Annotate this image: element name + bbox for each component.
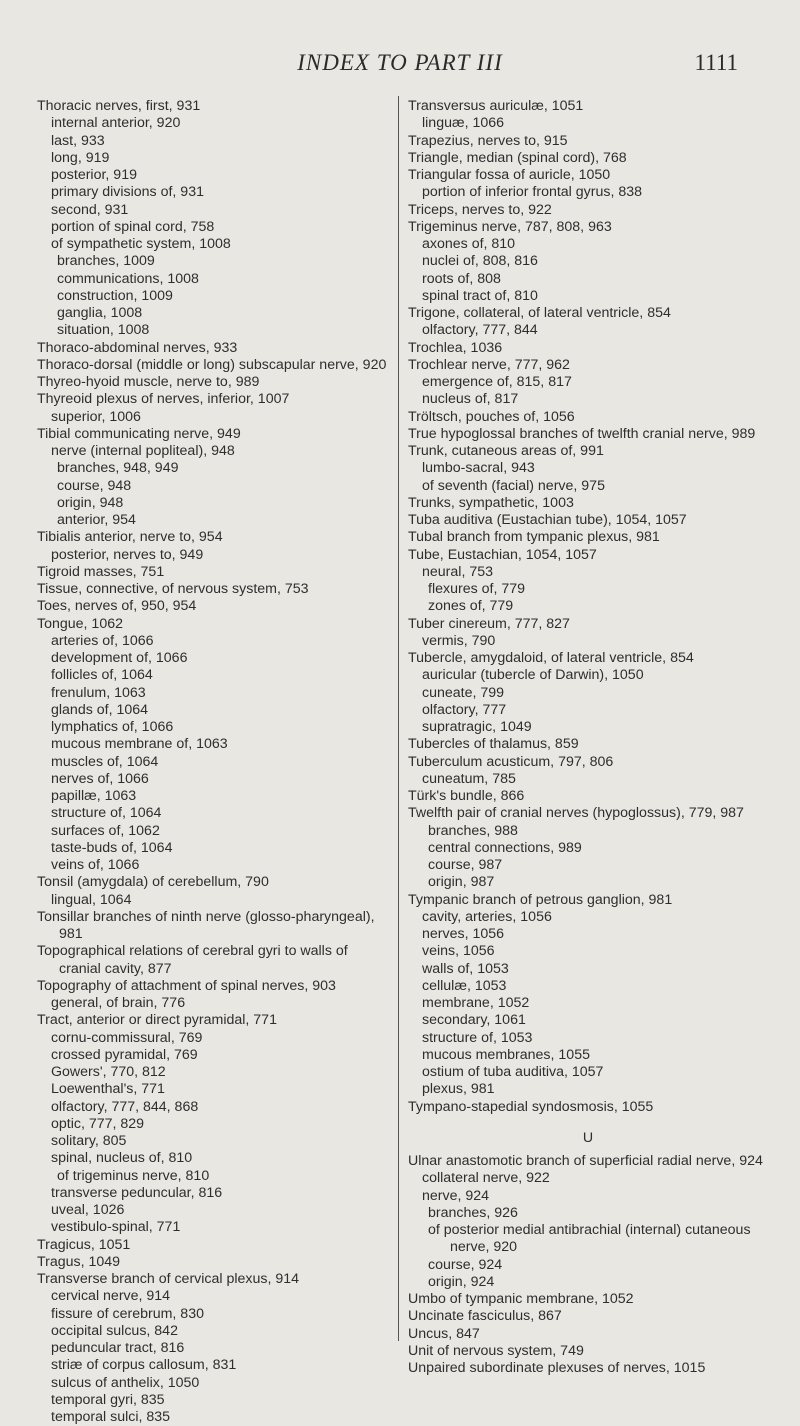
index-entry: Tragicus, 1051 [37, 1236, 131, 1253]
index-subentry: secondary, 1061 [422, 1012, 526, 1029]
index-entry: Uncus, 847 [408, 1325, 480, 1342]
index-subentry: nerve (internal popliteal), 948 [51, 443, 235, 459]
index-subentry: branches, 988 [428, 822, 518, 839]
index-entry: Trapezius, nerves to, 915 [408, 132, 568, 149]
index-subentry: of seventh (facial) nerve, 975 [422, 477, 605, 494]
index-entry: Umbo of tympanic membrane, 1052 [408, 1291, 634, 1307]
index-subentry: peduncular tract, 816 [51, 1340, 185, 1356]
index-subentry: of sympathetic system, 1008 [51, 236, 231, 252]
index-subentry: olfactory, 777, 844, 868 [51, 1098, 199, 1115]
index-subentry: branches, 926 [428, 1204, 518, 1221]
index-entry: Tube, Eustachian, 1054, 1057 [408, 546, 597, 563]
index-subentry: veins of, 1066 [51, 857, 140, 873]
index-subentry: origin, 987 [428, 874, 495, 891]
index-subentry: veins, 1056 [422, 943, 495, 960]
index-subentry: structure of, 1053 [422, 1029, 533, 1046]
index-subentry: superior, 1006 [51, 408, 141, 425]
index-entry: Ulnar anastomotic branch of superficial radial nerve, 924 [408, 1153, 763, 1169]
index-subentry: last, 933 [51, 132, 105, 149]
index-subentry: portion of inferior frontal gyrus, 838 [422, 184, 643, 201]
index-subentry: temporal gyri, 835 [51, 1391, 165, 1408]
index-subentry: origin, 924 [428, 1273, 495, 1290]
index-entry: Tigroid masses, 751 [37, 563, 165, 580]
index-subentry: lingual, 1064 [51, 891, 132, 908]
index-subentry: collateral nerve, 922 [422, 1170, 550, 1187]
index-entry: Tonsillar branches of ninth nerve (glosso-pharyngeal), 981 [37, 908, 375, 942]
index-subentry: transverse peduncular, 816 [51, 1184, 223, 1201]
index-subentry: spinal tract of, 810 [422, 287, 538, 304]
index-entry: True hypoglossal branches of twelfth cranial nerve, 989 [408, 425, 756, 442]
index-subentry: papillæ, 1063 [51, 788, 137, 804]
index-subentry: crossed pyramidal, 769 [51, 1046, 198, 1063]
index-entry: Unit of nervous system, 749 [408, 1342, 584, 1359]
page-header [0, 50, 800, 80]
index-entry: Thoraco-dorsal (middle or long) subscapular nerve, 920 [37, 356, 387, 373]
index-entry: Triangle, median (spinal cord), 768 [408, 149, 627, 166]
index-subentry: frenulum, 1063 [51, 684, 146, 701]
index-subentry: course, 987 [428, 857, 503, 873]
index-subentry: nuclei of, 808, 816 [422, 253, 538, 270]
index-entry: Tympanic branch of petrous ganglion, 981 [408, 891, 673, 908]
index-subentry: construction, 1009 [57, 287, 173, 304]
index-entry: Tubal branch from tympanic plexus, 981 [408, 529, 660, 546]
index-subentry: sulcus of anthelix, 1050 [51, 1374, 200, 1391]
index-entry: Tuberculum acusticum, 797, 806 [408, 753, 614, 770]
index-entry: Thyreoid plexus of nerves, inferior, 1007 [37, 391, 290, 408]
index-subentry: cavity, arteries, 1056 [422, 908, 552, 925]
index-subentry: lymphatics of, 1066 [51, 719, 174, 735]
page-number: 1111 [694, 50, 738, 75]
index-subentry: development of, 1066 [51, 650, 188, 666]
index-subentry: occipital sulcus, 842 [51, 1322, 178, 1339]
index-subentry: ostium of tuba auditiva, 1057 [422, 1064, 604, 1080]
index-entry: Trunk, cutaneous areas of, 991 [408, 443, 604, 459]
index-subentry: temporal sulci, 835 [51, 1409, 171, 1425]
index-subentry: linguæ, 1066 [422, 115, 505, 132]
index-column-left [37, 98, 389, 1426]
index-subentry: course, 924 [428, 1256, 503, 1273]
index-subentry: glands of, 1064 [51, 701, 149, 718]
index-entry: Thoraco-abdominal nerves, 933 [37, 339, 238, 356]
index-subentry: course, 948 [57, 477, 132, 494]
index-subentry: mucous membranes, 1055 [422, 1046, 590, 1063]
index-entry: Toes, nerves of, 950, 954 [37, 598, 197, 615]
index-subentry: auricular (tubercle of Darwin), 1050 [422, 667, 644, 684]
index-subentry: anterior, 954 [57, 512, 136, 528]
index-subentry: zones of, 779 [428, 598, 514, 615]
index-subentry: communications, 1008 [57, 270, 199, 287]
index-subentry: cornu-commissural, 769 [51, 1029, 203, 1046]
index-entry: Tibial communicating nerve, 949 [37, 425, 241, 442]
index-subentry: emergence of, 815, 817 [422, 374, 572, 390]
index-subentry: nerves of, 1066 [51, 770, 149, 787]
index-subentry: branches, 948, 949 [57, 460, 179, 477]
index-entry: Tympano-stapedial syndosmosis, 1055 [408, 1098, 654, 1115]
column-divider [398, 96, 399, 1341]
index-entry: Tubercle, amygdaloid, of lateral ventricle, 854 [408, 650, 694, 666]
index-subentry: vestibulo-spinal, 771 [51, 1219, 181, 1236]
index-entry: Trunks, sympathetic, 1003 [408, 494, 574, 511]
index-subentry: branches, 1009 [57, 253, 155, 270]
index-entry: Tissue, connective, of nervous system, 753 [37, 581, 309, 597]
index-entry: Tragus, 1049 [37, 1253, 121, 1270]
index-subentry: walls of, 1053 [422, 960, 509, 977]
index-subentry: roots of, 808 [422, 270, 501, 287]
index-subentry: muscles of, 1064 [51, 753, 159, 770]
index-subentry: nerve, 924 [422, 1187, 490, 1204]
index-subentry: optic, 777, 829 [51, 1115, 145, 1132]
index-entry: Trigeminus nerve, 787, 808, 963 [408, 218, 612, 235]
index-subentry: of trigeminus nerve, 810 [57, 1167, 210, 1184]
index-entry: Thyreo-hyoid muscle, nerve to, 989 [37, 374, 260, 390]
index-subentry: general, of brain, 776 [51, 995, 186, 1011]
index-subentry: ganglia, 1008 [57, 305, 143, 321]
index-column-right [408, 98, 768, 1377]
index-subentry: plexus, 981 [422, 1081, 495, 1098]
index-entry: Topographical relations of cerebral gyri to walls of cranial cavity, 877 [37, 943, 348, 977]
index-subentry: solitary, 805 [51, 1133, 127, 1149]
index-entry: Tuber cinereum, 777, 827 [408, 615, 570, 632]
index-subentry: mucous membrane of, 1063 [51, 736, 228, 753]
index-subentry: fissure of cerebrum, 830 [51, 1305, 204, 1322]
index-subentry: portion of spinal cord, 758 [51, 218, 215, 235]
section-letter: U [582, 1129, 594, 1146]
index-subentry: neural, 753 [422, 563, 493, 580]
index-entry: Tubercles of thalamus, 859 [408, 736, 579, 753]
index-entry: Transverse branch of cervical plexus, 914 [37, 1271, 300, 1287]
index-entry: Triangular fossa of auricle, 1050 [408, 167, 611, 183]
index-entry: Tract, anterior or direct pyramidal, 771 [37, 1012, 277, 1029]
index-subentry: cellulæ, 1053 [422, 977, 507, 994]
index-subentry: flexures of, 779 [428, 581, 526, 597]
index-subentry: arteries of, 1066 [51, 632, 154, 649]
index-subentry: Loewenthal's, 771 [51, 1081, 165, 1098]
index-subentry: taste-buds of, 1064 [51, 839, 173, 856]
index-subentry: supratragic, 1049 [422, 719, 532, 735]
index-entry: Transversus auriculæ, 1051 [408, 98, 584, 114]
index-subentry: long, 919 [51, 149, 110, 166]
index-subentry: nerves, 1056 [422, 926, 505, 942]
index-subentry: olfactory, 777 [422, 701, 507, 718]
index-subentry: situation, 1008 [57, 322, 150, 339]
index-entry: Trochlear nerve, 777, 962 [408, 356, 570, 373]
index-entry: Tröltsch, pouches of, 1056 [408, 408, 575, 425]
index-subentry: surfaces of, 1062 [51, 822, 160, 839]
index-subentry: nucleus of, 817 [422, 391, 519, 408]
index-entry: Trigone, collateral, of lateral ventricle, 854 [408, 305, 671, 321]
index-subentry: central connections, 989 [428, 839, 582, 856]
index-subentry: Gowers', 770, 812 [51, 1064, 166, 1080]
index-subentry: of posterior medial antibrachial (internal) cutaneous nerve, 920 [428, 1222, 751, 1256]
index-subentry: uveal, 1026 [51, 1202, 125, 1218]
index-subentry: vermis, 790 [422, 632, 496, 649]
index-entry: Tuba auditiva (Eustachian tube), 1054, 1057 [408, 512, 687, 528]
index-subentry: origin, 948 [57, 494, 124, 511]
index-subentry: structure of, 1064 [51, 805, 162, 822]
index-subentry: posterior, 919 [51, 167, 137, 183]
index-subentry: second, 931 [51, 201, 129, 218]
index-subentry: spinal, nucleus of, 810 [51, 1150, 193, 1167]
index-subentry: internal anterior, 920 [51, 115, 181, 132]
index-subentry: cuneate, 799 [422, 684, 505, 701]
index-entry: Türk's bundle, 866 [408, 788, 525, 804]
index-entry: Tonsil (amygdala) of cerebellum, 790 [37, 874, 269, 891]
index-entry: Twelfth pair of cranial nerves (hypoglossus), 779, 987 [408, 805, 744, 822]
index-subentry: membrane, 1052 [422, 995, 530, 1011]
index-subentry: primary divisions of, 931 [51, 184, 204, 201]
running-title: INDEX TO PART III [297, 50, 503, 75]
index-entry: Unpaired subordinate plexuses of nerves, 1015 [408, 1360, 706, 1376]
index-entry: Thoracic nerves, first, 931 [37, 98, 201, 114]
index-entry: Tibialis anterior, nerve to, 954 [37, 529, 223, 546]
index-subentry: cuneatum, 785 [422, 770, 516, 787]
index-subentry: follicles of, 1064 [51, 667, 153, 684]
index-subentry: lumbo-sacral, 943 [422, 460, 535, 477]
index-entry: Tongue, 1062 [37, 615, 123, 632]
index-subentry: posterior, nerves to, 949 [51, 546, 204, 563]
index-entry: Trochlea, 1036 [408, 339, 503, 356]
index-subentry: olfactory, 777, 844 [422, 322, 538, 339]
index-entry: Uncinate fasciculus, 867 [408, 1308, 562, 1325]
index-subentry: striæ of corpus callosum, 831 [51, 1357, 237, 1374]
index-entry: Triceps, nerves to, 922 [408, 201, 552, 218]
index-subentry: axones of, 810 [422, 236, 516, 252]
index-subentry: cervical nerve, 914 [51, 1288, 171, 1305]
index-entry: Topography of attachment of spinal nerves, 903 [37, 977, 336, 994]
